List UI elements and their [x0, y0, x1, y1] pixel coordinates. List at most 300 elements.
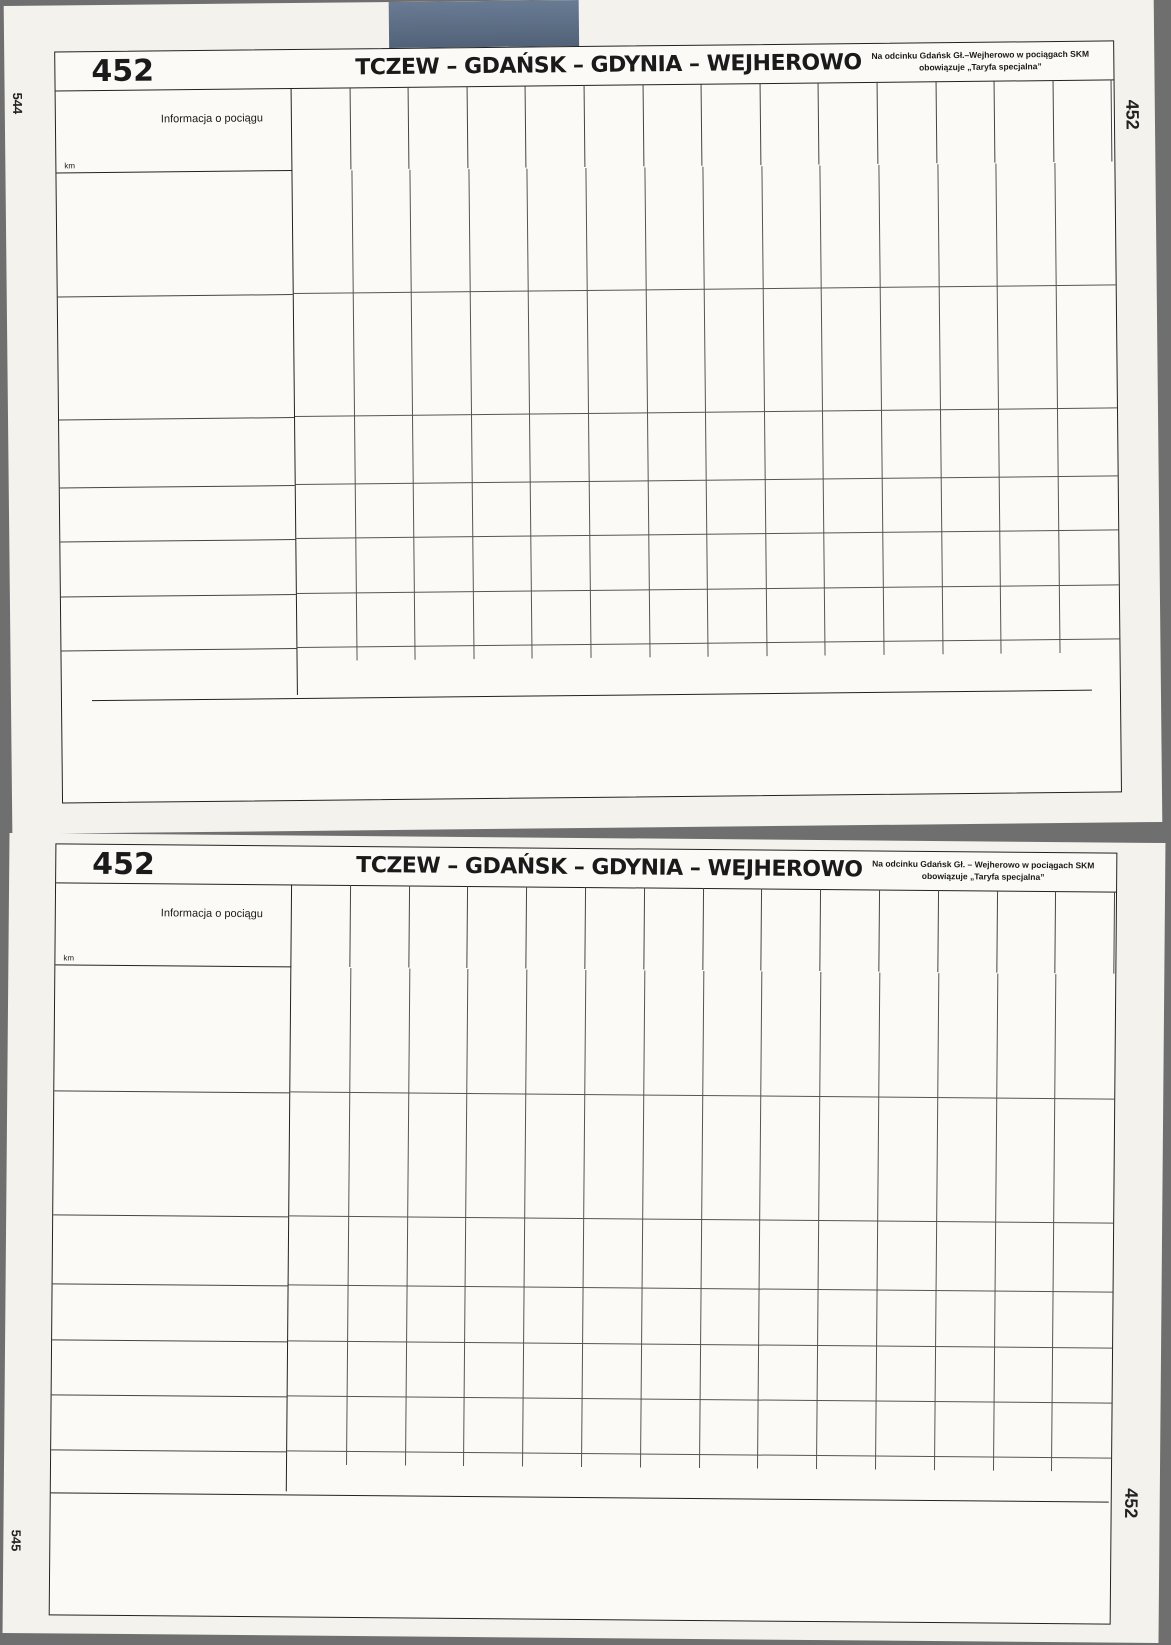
departure-time [1053, 1334, 1097, 1347]
train-column-header [936, 81, 995, 164]
departure-time [936, 1291, 980, 1304]
train-category [878, 84, 936, 85]
departure-time [415, 578, 459, 591]
train-column-header [467, 86, 526, 169]
departure-time [589, 440, 633, 453]
departure-time [941, 450, 985, 463]
departure-time [766, 547, 810, 560]
table-side-number: 452 [1122, 99, 1143, 130]
departure-time [1060, 585, 1104, 598]
departure-time [700, 1400, 744, 1413]
departure-time [1118, 557, 1162, 570]
train-footnote [997, 957, 1055, 967]
departure-time [409, 1052, 453, 1065]
departure-time [877, 1374, 921, 1387]
departure-time [883, 505, 927, 518]
departure-time [759, 1400, 803, 1413]
departure-time [761, 1124, 805, 1137]
train-number [468, 912, 526, 913]
departure-time [355, 470, 399, 483]
departure-time [760, 1235, 804, 1248]
departure-time [585, 1095, 629, 1108]
train-skm [1056, 943, 1114, 944]
departure-time [998, 259, 1042, 272]
departure-time [1115, 313, 1159, 326]
departure-time [647, 331, 691, 344]
station-row [53, 1229, 288, 1244]
departure-time [353, 293, 397, 306]
departure-time [409, 1107, 453, 1120]
departure-time [288, 1396, 332, 1409]
departure-time [407, 1259, 451, 1272]
departure-time [525, 1219, 569, 1232]
departure-time [1055, 1141, 1099, 1154]
departure-time [942, 518, 986, 531]
departure-time [474, 578, 518, 591]
train-column-header [879, 890, 939, 973]
departure-time [474, 605, 518, 618]
train-class [878, 120, 936, 121]
train-category [586, 890, 644, 891]
departure-time [701, 1262, 745, 1275]
departure-time [883, 533, 927, 546]
departure-time [1055, 1210, 1099, 1223]
departure-time [466, 1301, 510, 1314]
departure-time [1053, 1389, 1097, 1402]
departure-time [408, 1121, 452, 1134]
departure-time [1000, 504, 1044, 517]
train-footnote [409, 951, 467, 952]
train-class [939, 929, 997, 930]
train-number [526, 111, 584, 112]
departure-time [937, 1209, 981, 1222]
departure-time [1052, 1444, 1096, 1457]
departure-time [466, 1315, 510, 1328]
departure-time [413, 415, 457, 428]
departure-time [1056, 1099, 1100, 1112]
departure-time [935, 1402, 979, 1415]
departure-time [414, 470, 458, 483]
departure-time [942, 546, 986, 559]
departure-time [942, 505, 986, 518]
departure-time [1058, 408, 1102, 421]
train-class [1054, 118, 1112, 119]
departure-time [1053, 1361, 1097, 1374]
departure-time [700, 1427, 744, 1440]
departure-time [701, 1248, 745, 1261]
departure-time [289, 1382, 333, 1395]
train-footnote [292, 153, 350, 163]
departure-time [705, 276, 749, 289]
departure-time [356, 511, 400, 524]
table-side-number: 452 [1121, 1488, 1142, 1519]
departure-time [1054, 1237, 1098, 1250]
train-footnote [821, 955, 879, 965]
departure-time [412, 293, 456, 306]
departure-time [354, 402, 398, 415]
departure-time [878, 1194, 922, 1207]
departure-time [291, 1148, 335, 1161]
departure-time [1057, 327, 1101, 340]
departure-time [412, 320, 456, 333]
departure-time [1117, 517, 1161, 530]
departure-time [412, 347, 456, 360]
departure-time [766, 561, 810, 574]
departure-time [1054, 1292, 1098, 1305]
train-skm [937, 133, 995, 134]
departure-time [877, 1291, 921, 1304]
departure-time [820, 1111, 864, 1124]
departure-time [762, 1097, 806, 1110]
departure-time [935, 1457, 979, 1470]
departure-time [821, 973, 865, 986]
departure-time [996, 1140, 1040, 1153]
departure-time [760, 1221, 804, 1234]
departure-time [289, 1286, 333, 1299]
info-header-cell [56, 88, 293, 173]
train-footnote [995, 146, 1053, 147]
departure-time [883, 465, 927, 478]
departure-time [824, 506, 868, 519]
departure-time [824, 438, 868, 451]
departure-time [641, 1455, 685, 1468]
departure-time [940, 328, 984, 341]
departure-time [1060, 626, 1104, 639]
departure-time [1054, 1223, 1098, 1236]
train-class [292, 923, 350, 924]
times-grid [292, 162, 1119, 695]
departure-time [290, 1258, 334, 1271]
departure-time [881, 342, 925, 355]
departure-time [701, 1303, 745, 1316]
departure-time [996, 1168, 1040, 1181]
departure-time [759, 1331, 803, 1344]
departure-time [701, 1276, 745, 1289]
km-label: km [63, 953, 75, 963]
departure-time [766, 534, 810, 547]
departure-time [941, 464, 985, 477]
departure-time [884, 641, 928, 654]
train-column-header [291, 884, 351, 967]
departure-time [825, 547, 869, 560]
departure-time [937, 1236, 981, 1249]
train-category [645, 891, 703, 892]
station-row [55, 1008, 290, 1023]
departure-time [465, 1384, 509, 1397]
train-columns-header [292, 79, 1115, 170]
departure-time [996, 1209, 1040, 1222]
departure-time [407, 1245, 451, 1258]
train-footnote [468, 152, 526, 162]
train-column-header [702, 83, 761, 166]
departure-time [586, 971, 630, 984]
departure-time [641, 1427, 685, 1440]
train-category [762, 892, 820, 893]
tariff-note: Na odcinku Gdańsk Gł.–Wejherowo w pociągach SKM obowiązuje „Taryfa specjalna” [871, 48, 1090, 73]
footnote-line [96, 750, 111, 761]
train-category [1053, 82, 1111, 83]
departure-time [588, 291, 632, 304]
train-category [704, 891, 762, 892]
departure-time [355, 457, 399, 470]
departure-time [356, 525, 400, 538]
departure-time [350, 1135, 394, 1148]
departure-time [414, 510, 458, 523]
train-columns-header [291, 884, 1116, 973]
departure-time [414, 497, 458, 510]
departure-time [938, 1140, 982, 1153]
departure-time [646, 304, 690, 317]
departure-time [765, 398, 809, 411]
departure-time [473, 550, 517, 563]
departure-time [940, 369, 984, 382]
departure-time [354, 389, 398, 402]
departure-time [937, 1195, 981, 1208]
departure-time [1116, 381, 1160, 394]
train-class [586, 926, 644, 927]
train-number [643, 110, 701, 111]
departure-time [879, 1167, 923, 1180]
station-row [53, 1242, 288, 1257]
departure-time [704, 222, 748, 235]
station-row [55, 1049, 290, 1064]
departure-time [414, 456, 458, 469]
departure-time [701, 1317, 745, 1330]
train-category [527, 889, 585, 890]
departure-time [1058, 436, 1102, 449]
departure-time [348, 1342, 392, 1355]
station-row [52, 1311, 287, 1326]
station-row [54, 1104, 289, 1119]
departure-time [819, 1263, 863, 1276]
departure-time [467, 1177, 511, 1190]
departure-time [1000, 518, 1044, 531]
departure-time [995, 1264, 1039, 1277]
departure-time [413, 388, 457, 401]
train-skm [880, 942, 938, 943]
departure-time [883, 519, 927, 532]
departure-time [821, 1001, 865, 1014]
train-column-header [760, 83, 819, 166]
departure-time [588, 345, 632, 358]
footnote-line [97, 780, 112, 791]
departure-time [525, 1246, 569, 1259]
departure-time [941, 478, 985, 491]
departure-time [938, 1098, 982, 1111]
departure-time [289, 1300, 333, 1313]
departure-time [820, 1083, 864, 1096]
departure-time [466, 1218, 510, 1231]
train-footnote [703, 954, 761, 964]
station-row [51, 1408, 286, 1423]
departure-time [589, 372, 633, 385]
train-category [292, 90, 350, 91]
station-row [52, 1380, 287, 1395]
departure-time [1055, 1127, 1099, 1140]
departure-time [291, 1162, 335, 1175]
departure-time [645, 168, 689, 181]
departure-time [700, 1455, 744, 1468]
departure-time [765, 466, 809, 479]
departure-time [525, 1233, 569, 1246]
train-category [760, 86, 818, 87]
departure-time [996, 1223, 1040, 1236]
departure-time [1058, 395, 1102, 408]
departure-time [764, 384, 808, 397]
departure-time [406, 1452, 450, 1465]
departure-time [995, 1292, 1039, 1305]
departure-time [882, 451, 926, 464]
train-footnote [644, 150, 702, 151]
departure-time [997, 1113, 1041, 1126]
departure-time [589, 386, 633, 399]
departure-time [407, 1314, 451, 1327]
departure-time [1060, 612, 1104, 625]
departure-time [291, 1134, 335, 1147]
departure-time [935, 1429, 979, 1442]
departure-time [1059, 517, 1103, 530]
departure-time [1116, 326, 1160, 339]
departure-time [765, 425, 809, 438]
departure-time [936, 1333, 980, 1346]
departure-time [882, 383, 926, 396]
departure-time [289, 1341, 333, 1354]
departure-time [590, 536, 634, 549]
train-footnote [409, 152, 467, 162]
departure-time [474, 591, 518, 604]
departure-time [823, 343, 867, 356]
departure-time [349, 1148, 393, 1161]
train-column-header [819, 82, 878, 165]
departure-time [1117, 449, 1161, 462]
departure-time [290, 1189, 334, 1202]
train-class [821, 928, 879, 929]
train-footnote [468, 952, 526, 962]
departure-time [704, 235, 748, 248]
departure-time [1118, 585, 1162, 598]
train-column-header [585, 84, 644, 167]
departure-time [648, 426, 692, 439]
station-row [61, 648, 296, 664]
train-footnote [527, 952, 585, 962]
departure-time [589, 427, 633, 440]
departure-time [700, 1372, 744, 1385]
departure-time [1117, 435, 1161, 448]
departure-time [997, 164, 1041, 177]
train-skm [644, 940, 702, 941]
station-row [54, 1132, 289, 1147]
departure-time [760, 1318, 804, 1331]
departure-time [407, 1328, 451, 1341]
departure-time [589, 400, 633, 413]
departure-time [759, 1442, 803, 1455]
departure-time [822, 302, 866, 315]
station-row [52, 1367, 287, 1382]
departure-time [1055, 1196, 1099, 1209]
page-number-left: 544 [9, 92, 26, 115]
departure-time [349, 1217, 393, 1230]
departure-time [704, 249, 748, 262]
train-column-header [1053, 79, 1112, 162]
departure-time [1057, 313, 1101, 326]
departure-time [532, 536, 576, 549]
departure-time [884, 614, 928, 627]
departure-time [414, 524, 458, 537]
departure-time [415, 592, 459, 605]
departure-time [821, 987, 865, 1000]
departure-time [994, 1375, 1038, 1388]
footnotes [50, 1492, 1109, 1622]
train-skm [819, 134, 877, 135]
train-column-header [409, 885, 469, 968]
departure-time [589, 413, 633, 426]
departure-time [997, 1099, 1041, 1112]
departure-time [1060, 640, 1104, 653]
train-column-header [878, 81, 937, 164]
train-skm [821, 941, 879, 942]
departure-time [823, 384, 867, 397]
departure-time [526, 1122, 570, 1135]
footnote-line [96, 735, 111, 746]
departure-time [943, 614, 987, 627]
departure-time [702, 1179, 746, 1192]
train-skm [409, 937, 467, 938]
train-number [468, 112, 526, 113]
departure-time [348, 1286, 392, 1299]
departure-time [1055, 1154, 1099, 1167]
departure-time [531, 482, 575, 495]
train-category [292, 887, 350, 888]
train-skm [997, 943, 1055, 944]
departure-time [1058, 449, 1102, 462]
departure-time [823, 411, 867, 424]
departure-time [940, 396, 984, 409]
departure-time [588, 304, 632, 317]
departure-time [766, 507, 810, 520]
departure-time [290, 1231, 334, 1244]
departure-time [414, 537, 458, 550]
departure-time [823, 370, 867, 383]
departure-time [524, 1329, 568, 1342]
departure-time [290, 1175, 334, 1188]
train-skm [644, 136, 702, 137]
departure-time [1118, 598, 1162, 611]
train-number [585, 110, 643, 111]
station-row [53, 1270, 288, 1285]
departure-time [765, 479, 809, 492]
train-class [880, 929, 938, 930]
train-number [819, 108, 877, 109]
train-class [527, 925, 585, 926]
departure-time [1116, 394, 1160, 407]
departure-time [349, 1162, 393, 1175]
departure-time [940, 382, 984, 395]
departure-time [584, 1219, 628, 1232]
train-category [585, 87, 643, 88]
departure-time [415, 633, 459, 646]
departure-time [937, 1153, 981, 1166]
departure-time [1117, 421, 1161, 434]
departure-time [936, 1278, 980, 1291]
train-skm [526, 137, 584, 138]
departure-time [415, 619, 459, 632]
departure-time [1054, 1251, 1098, 1264]
train-class [644, 123, 702, 124]
departure-time [590, 481, 634, 494]
train-skm [292, 936, 350, 937]
departure-time [761, 1138, 805, 1151]
departure-time [701, 1331, 745, 1344]
